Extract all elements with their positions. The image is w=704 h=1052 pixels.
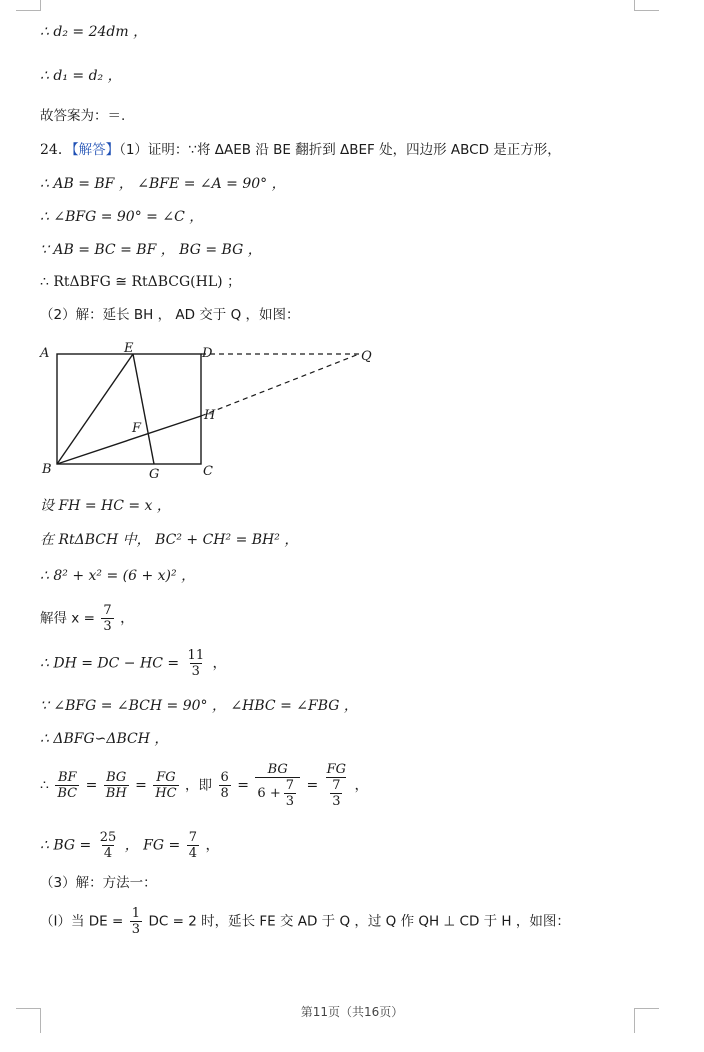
line-d2: ∴ d₂ = 24dm ， — [40, 24, 148, 40]
q24-text: （1）证明：∵将 ΔAEB 沿 BE 翻折到 ΔBEF 处，四边形 ABCD 是正方形， — [119, 142, 561, 158]
label-a: A — [40, 346, 50, 361]
line-similar: ∴ ΔBFG∽ΔBCH ， — [40, 731, 169, 747]
line-bfg-90: ∴ ∠BFG = 90° = ∠C ， — [40, 209, 204, 225]
fraction-bg-complex: BG 6 + $\frac{7}{3}$ — [255, 762, 300, 809]
label-g: G — [149, 467, 160, 482]
fraction-x: $\frac{7}{3}$ — [103, 603, 112, 634]
fraction-bg-bh: $\frac{BG}{BH}$ — [105, 770, 127, 801]
line-bg-fg: ∴ BG = $\frac{25}{4}$ ， FG = $\frac{7}{4}$ ， — [40, 830, 220, 861]
line-dh: ∴ DH = DC − HC = $\frac{11}{3}$ ， — [40, 648, 227, 679]
line-set-x: 设 FH = HC = x ， — [40, 498, 171, 514]
label-c: C — [203, 464, 213, 479]
answer-line: 故答案为：＝. — [40, 108, 126, 124]
line-solve-x: 解得 x = $\frac{7}{3}$ ， — [40, 603, 135, 634]
part-3-heading: （3）解：方法一： — [40, 875, 157, 891]
question-24-header — [40, 140, 561, 160]
answer-tag: 【解答】 — [71, 142, 120, 158]
geometry-figure — [36, 338, 386, 486]
fraction-bg: $\frac{25}{4}$ — [99, 830, 117, 861]
segment-be — [57, 354, 133, 464]
fraction-dh: $\frac{11}{3}$ — [187, 648, 205, 679]
label-b: B — [42, 462, 52, 477]
line-case-1: （Ⅰ）当 DE = $\frac{1}{3}$ DC = 2 时，延长 FE 交 AD 于 Q ，过 Q 作 QH ⊥ CD 于 H ，如图： — [40, 906, 570, 937]
label-h: H — [204, 408, 216, 423]
page-footer: 第11页（共16页） — [300, 1005, 404, 1019]
question-number: 24． — [40, 142, 72, 158]
part-2-heading: （2）解：延长 BH ， AD 交于 Q ，如图： — [40, 307, 300, 323]
line-proportion: ∴ $\frac{BF}{BC}$ = $\frac{BG}{BH}$ = $\frac{FG}{HC}$ ，即 $\frac{6}{8}$ = BG 6 + $\frac{7}{3}$ = $\frac{FG}{\frac{7}{3}}$ ， — [40, 762, 369, 809]
corner-mark-top-left — [16, 0, 41, 11]
line-ab-bc-bf: ∵ AB = BC = BF ， BG = BG ， — [40, 242, 262, 258]
label-d: D — [202, 346, 213, 361]
line-angles: ∵ ∠BFG = ∠BCH = 90° ， ∠HBC = ∠FBG ， — [40, 698, 358, 714]
segment-bh — [57, 416, 201, 464]
square-abcd — [57, 354, 201, 464]
fraction-fg-complex: $\frac{FG}{\frac{7}{3}}$ — [326, 762, 347, 809]
corner-mark-top-right — [634, 0, 659, 11]
label-e: E — [124, 341, 134, 356]
fraction-fg-hc: $\frac{FG}{HC}$ — [155, 770, 177, 801]
fraction-fg: $\frac{7}{4}$ — [188, 830, 197, 861]
label-q: Q — [361, 349, 372, 364]
dashed-hq — [201, 354, 359, 416]
fraction-bf-bc: $\frac{BF}{BC}$ — [57, 770, 78, 801]
fraction-6-8: $\frac{6}{8}$ — [220, 770, 229, 801]
line-d1-equals-d2: ∴ d₁ = d₂ ， — [40, 68, 122, 84]
line-congruent: ∴ RtΔBFG ≅ RtΔBCG(HL) ； — [40, 274, 242, 290]
line-pythagoras: 在 RtΔBCH 中， BC² + CH² = BH² ， — [40, 532, 299, 548]
line-ab-bf: ∴ AB = BF ， ∠BFE = ∠A = 90° ， — [40, 176, 286, 192]
label-f: F — [132, 421, 142, 436]
segment-eg — [133, 354, 154, 464]
fraction-one-third: $\frac{1}{3}$ — [131, 906, 141, 937]
line-equation: ∴ 8² + x² = (6 + x)² ， — [40, 568, 196, 584]
